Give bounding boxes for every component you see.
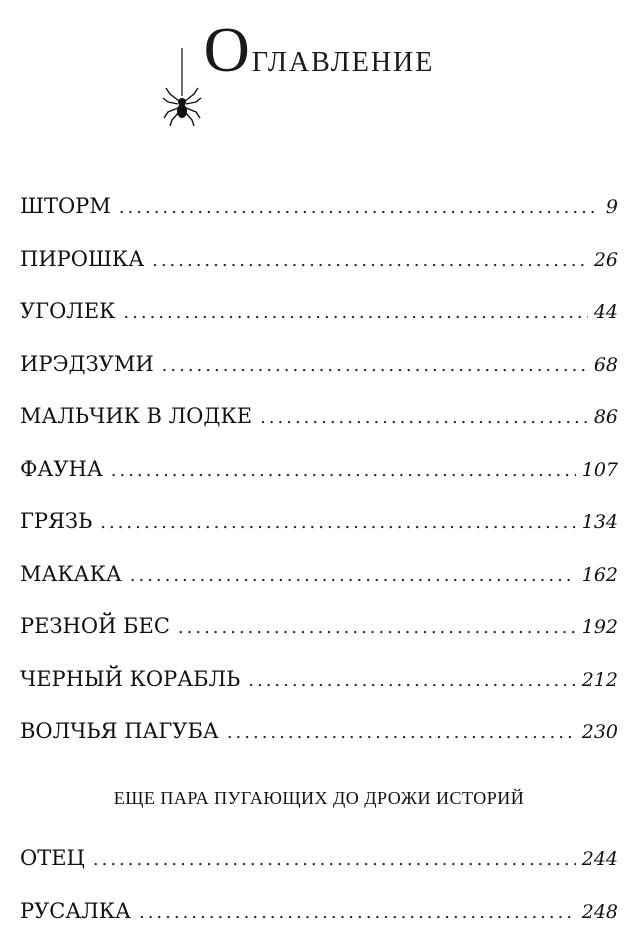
toc-page-number: 107 (581, 458, 618, 481)
toc-page-number: 192 (581, 616, 618, 639)
toc-label: МАЛЬЧИК В ЛОДКЕ (20, 404, 253, 429)
toc-label: ОТЕЦ (20, 846, 85, 871)
toc-page-number: 86 (593, 406, 618, 429)
toc-row[interactable] (20, 653, 618, 706)
toc-row[interactable] (20, 233, 618, 286)
leader-dots (100, 512, 576, 533)
toc-row[interactable] (20, 885, 618, 938)
leader-dots (111, 460, 576, 481)
leader-dots (130, 565, 576, 586)
leader-dots (123, 302, 587, 323)
toc-page-number: 212 (581, 668, 618, 691)
toc-row[interactable] (20, 495, 618, 548)
toc-label: ПИРОШКА (20, 246, 145, 271)
toc-row[interactable] (20, 443, 618, 496)
toc-row[interactable] (20, 338, 618, 391)
leader-dots (139, 902, 576, 923)
toc-label: РУСАЛКА (20, 898, 131, 923)
leader-dots (152, 250, 588, 271)
toc-label: ИРЭДЗУМИ (20, 351, 154, 376)
toc-row[interactable] (20, 285, 618, 338)
toc-label: УГОЛЕК (20, 299, 116, 324)
toc-page-number: 26 (593, 248, 618, 271)
toc-page-number: 244 (581, 848, 618, 871)
toc-list-extra (20, 832, 618, 937)
toc-label: ФАУНА (20, 456, 103, 481)
section-heading: ЕЩЕ ПАРА ПУГАЮЩИХ ДО ДРОЖИ ИСТОРИЙ (113, 788, 525, 808)
leader-dots (227, 722, 576, 743)
page-title (203, 14, 435, 86)
leader-dots (248, 670, 575, 691)
toc-label: ВОЛЧЬЯ ПАГУБА (20, 719, 219, 744)
toc-label: ГРЯЗЬ (20, 509, 93, 534)
toc-row[interactable] (20, 705, 618, 758)
leader-dots (178, 617, 576, 638)
toc-row[interactable] (20, 832, 618, 885)
toc-label: ЧЕРНЫЙ КОРАБЛЬ (20, 666, 241, 691)
toc-row[interactable] (20, 548, 618, 601)
toc-label: ШТОРМ (20, 194, 111, 219)
toc-label: РЕЗНОЙ БЕС (20, 614, 170, 639)
toc-label: МАКАКА (20, 561, 122, 586)
leader-dots (93, 849, 576, 870)
toc-page-number: 44 (593, 301, 618, 324)
toc-page-number: 68 (593, 353, 618, 376)
spider-icon (162, 48, 202, 128)
toc-page-number: 248 (581, 900, 618, 923)
title-initial: О (203, 14, 252, 85)
toc-row[interactable] (20, 390, 618, 443)
page-title-block (0, 14, 638, 132)
leader-dots (260, 407, 588, 428)
toc-row[interactable] (20, 180, 618, 233)
leader-dots (119, 197, 600, 218)
leader-dots (162, 355, 588, 376)
toc-page-number: 134 (581, 511, 618, 534)
toc-page-number: 9 (605, 196, 618, 219)
toc-row[interactable] (20, 600, 618, 653)
toc-list (20, 180, 618, 758)
title-rest: главление (251, 35, 435, 80)
toc-page-number: 230 (581, 721, 618, 744)
toc-page-number: 162 (581, 563, 618, 586)
